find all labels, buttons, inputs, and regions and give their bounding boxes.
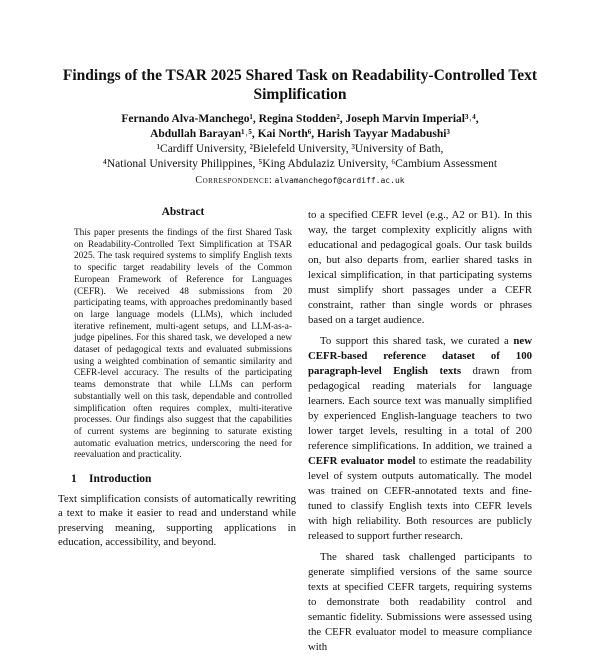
title-line-1: Findings of the TSAR 2025 Shared Task on Readability-Controlled Text bbox=[62, 67, 538, 84]
authors-line-2: Abdullah Barayan¹˒⁵, Kai North⁶, Harish Tayyar Madabushi³ bbox=[150, 128, 450, 140]
dataset-text-c: drawn from pedagogical reading materials for language learners. Each source text was manually simplified by experienced English-language teachers to two lower target levels, resulting in a total of 200 reference simplifications. In addition, we trained a bbox=[308, 365, 532, 452]
abstract-text: This paper presents the findings of the first Shared Task on Readability-Controlled Text Simplification at TSAR 2025. The task required systems to simplify English texts to specific target readability levels of the Common European Framework of Reference for Languages (CEFR). We received 48 submissions from 20 participating teams, with approaches predominantly based on large language models (LLMs), which included iterative refinement, multi-agent setups, and LLM-as-a-judge pipelines. For this shared task, we developed a new dataset of pedagogical texts and evaluated submissions using a weighted combination of semantic similarity and CEFR-level accuracy. The results of the participating teams demonstrate that while LLMs can perform substantially well on this task, dependable and controlled simplification often requires complex, multi-iterative processes. Our findings also suggest that the capabilities of current systems are beginning to saturate existing automatic evaluation metrics, underscoring the need for reevaluation and practicality. bbox=[74, 228, 292, 461]
correspondence-email[interactable]: alvamanchegof@cardiff.ac.uk bbox=[274, 176, 405, 185]
section-number: 1 bbox=[71, 473, 77, 486]
section-title: Introduction bbox=[89, 473, 152, 486]
title-line-2: Simplification bbox=[253, 86, 347, 103]
correspondence bbox=[40, 174, 560, 187]
paragraph-dataset bbox=[308, 334, 532, 544]
dataset-text-e: to estimate the readability level of system outputs automatically. The model was trained on CEFR-annotated texts and fine-tuned to classify English texts into CEFR levels with high reliability. Both resources are publicly released to support further research. bbox=[308, 455, 532, 542]
left-column bbox=[58, 205, 296, 549]
section-heading-introduction bbox=[71, 472, 292, 486]
paragraph-shared-task: The shared task challenged participants to generate simplified versions of the same source texts at specified CEFR targets, requiring systems to demonstrate both readability control and semantic fidelity. Submissions were assessed using the CEFR evaluator model to measure compliance with bbox=[308, 551, 532, 653]
dataset-text-a: To support this shared task, we curated a bbox=[320, 335, 514, 347]
affiliations bbox=[30, 142, 570, 172]
authors-line-1: Fernando Alva-Manchego¹, Regina Stodden², Joseph Marvin Imperial³˒⁴, bbox=[121, 113, 479, 125]
introduction-text: Text simplification consists of automatically rewriting a text to make it easier to read and understand while preserving meaning, supporting applications in education, accessibility, and beyond. bbox=[58, 493, 296, 548]
right-column bbox=[308, 208, 532, 661]
paper-title bbox=[60, 66, 540, 104]
evaluator-highlight: CEFR evaluator model bbox=[308, 455, 416, 467]
paragraph-cefr-target: to a specified CEFR level (e.g., A2 or B1). In this way, the target complexity explicitly aligns with educational and pedagogical goals. Our task builds on, but also departs from, earlier shared tasks in lexical simplification, in that participating systems must simplify short passages under a CEFR constraint, rather than single words or phrases based on a target audience. bbox=[308, 209, 532, 326]
correspondence-label: Correspondence: bbox=[195, 175, 273, 186]
affiliations-line-1: ¹Cardiff University, ²Bielefeld University, ³University of Bath, bbox=[156, 143, 444, 155]
author-list bbox=[40, 112, 560, 142]
abstract-heading: Abstract bbox=[161, 206, 205, 218]
dataset-highlight: new CEFR-based reference dataset of 100 paragraph-level English texts bbox=[308, 335, 532, 377]
affiliations-line-2: ⁴National University Philippines, ⁵King Abdulaziz University, ⁶Cambium Assessment bbox=[102, 158, 498, 170]
